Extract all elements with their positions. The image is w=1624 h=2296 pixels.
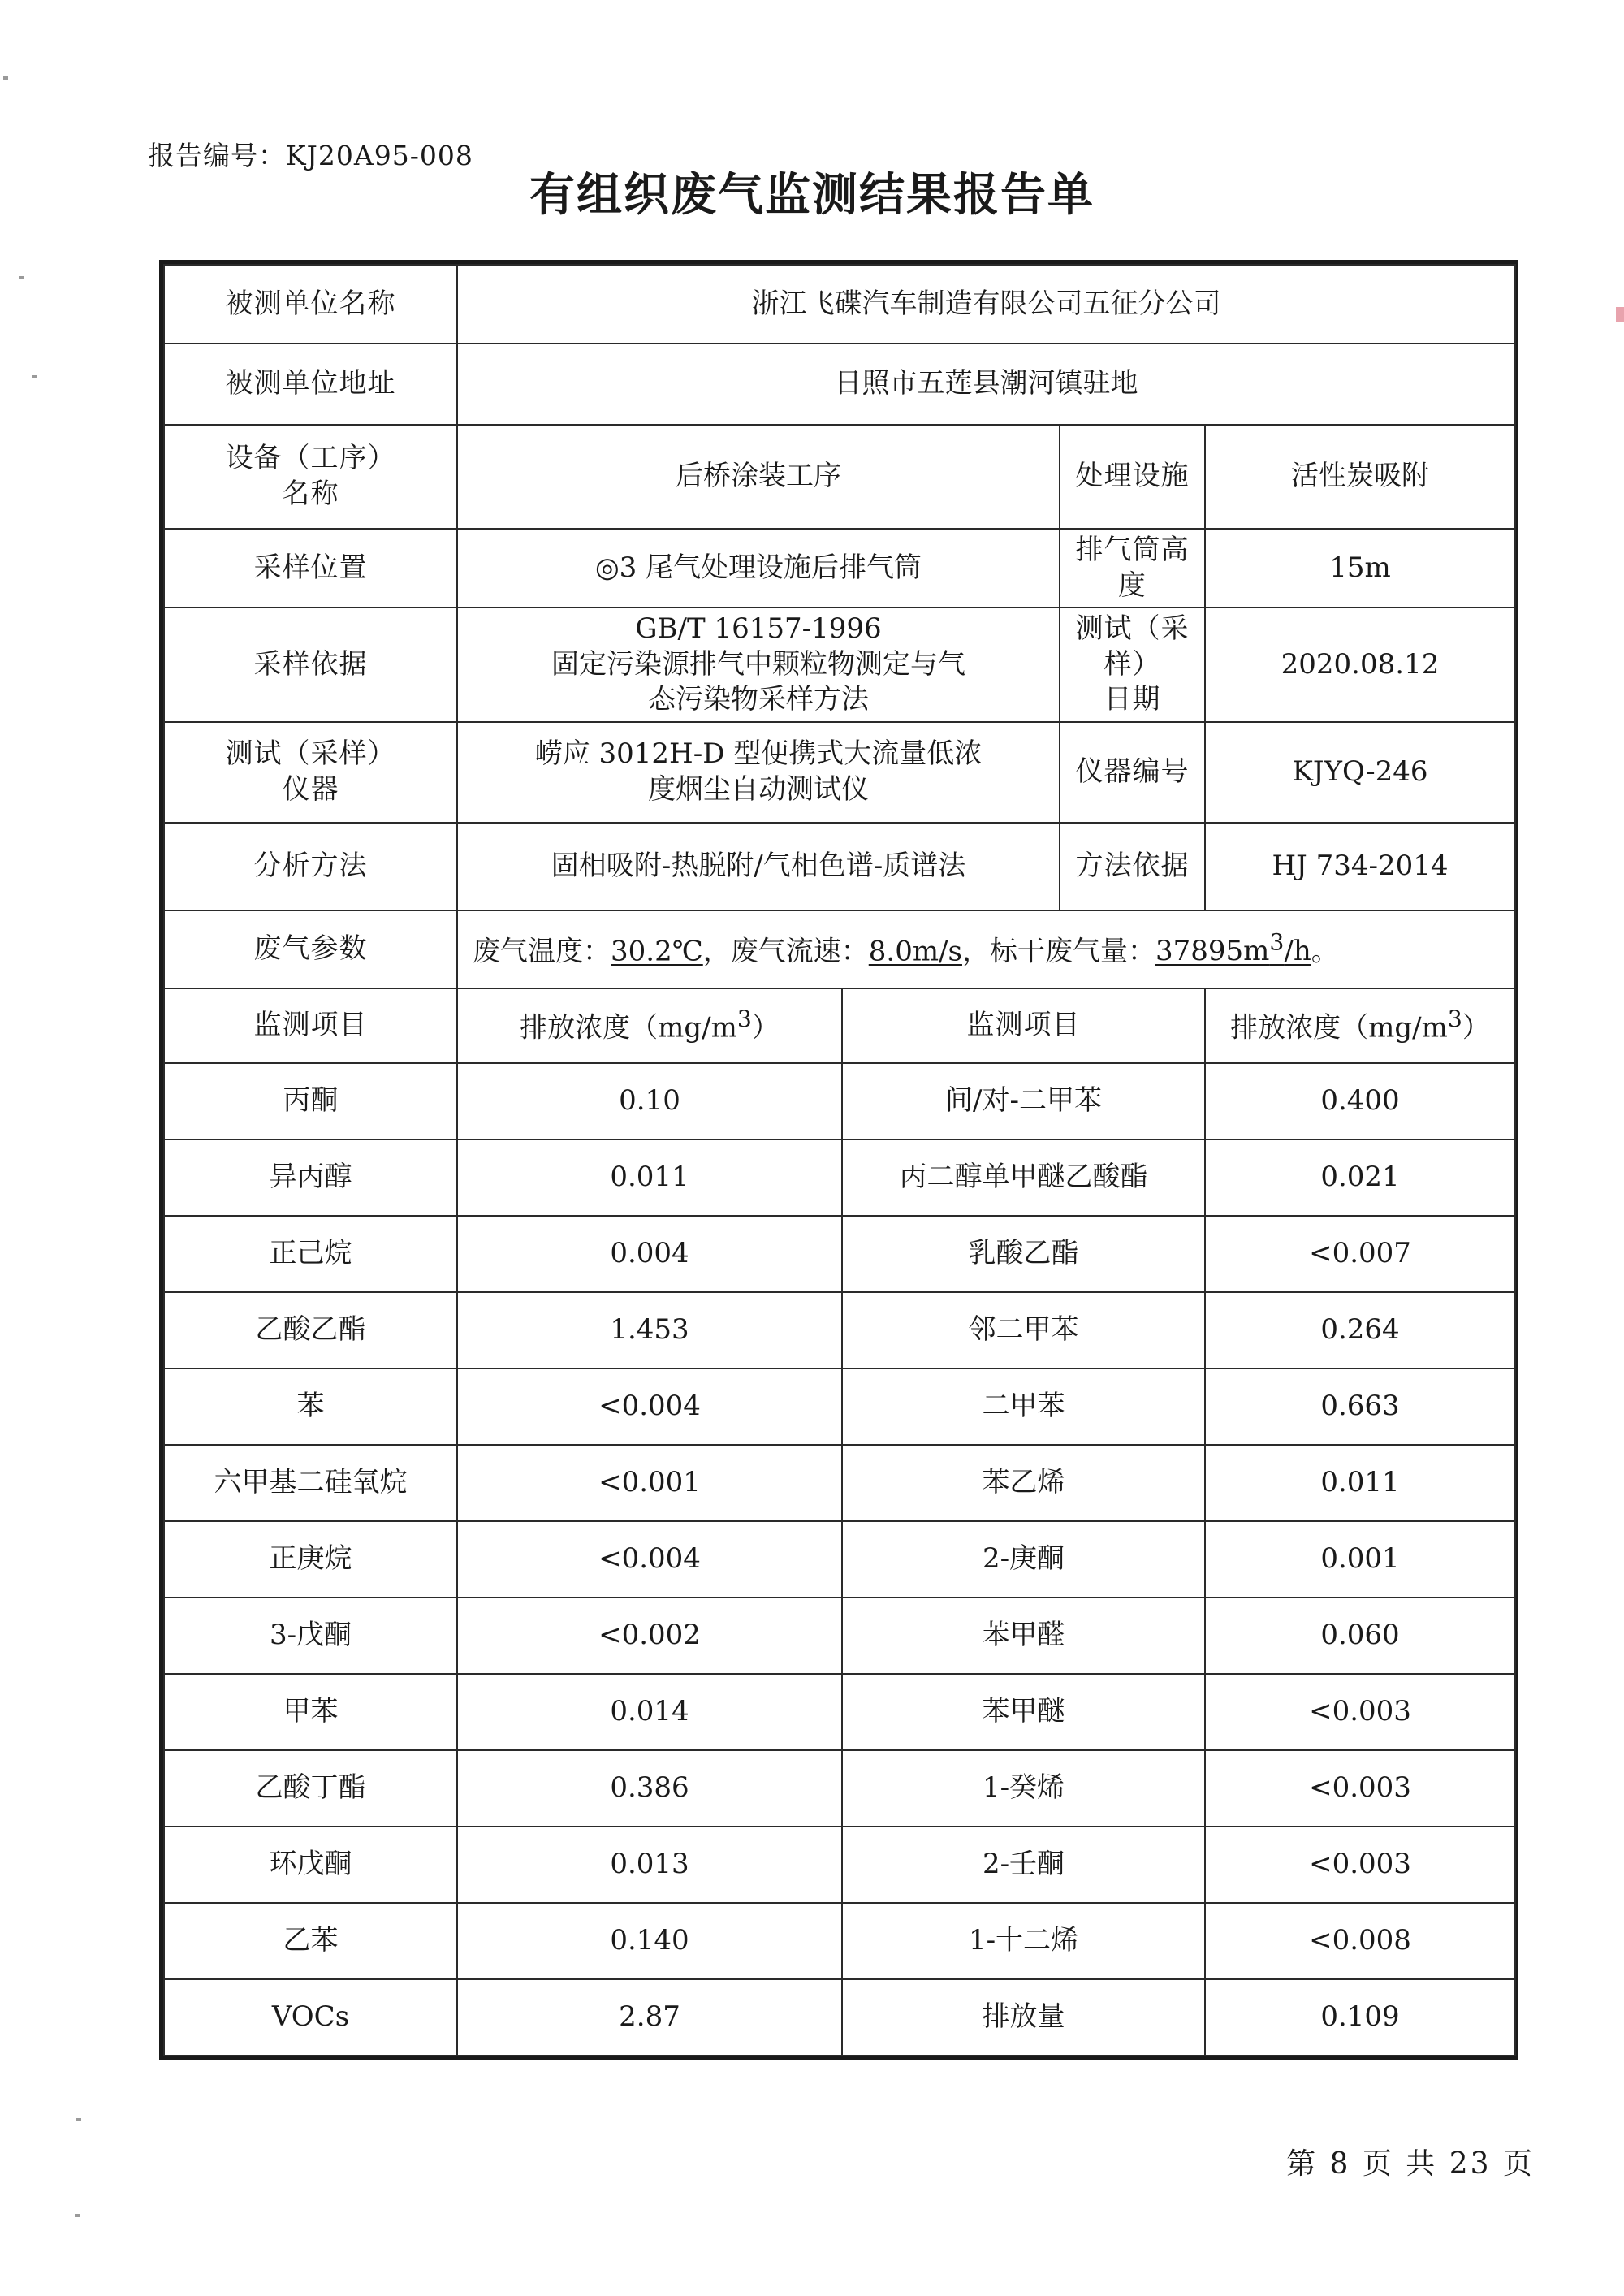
edge-mark xyxy=(1616,307,1624,322)
flow-number: 37895m xyxy=(1155,935,1270,968)
table-row xyxy=(164,1903,1515,1979)
right-item: 苯乙烯 xyxy=(842,1445,1205,1521)
left-item: 乙酸乙酯 xyxy=(164,1292,457,1369)
scan-speck xyxy=(76,2118,81,2121)
report-table xyxy=(163,264,1516,2056)
analysis-method-value: 固相吸附-热脱附/气相色谱-质谱法 xyxy=(457,823,1060,910)
table-row xyxy=(164,1521,1515,1598)
left-value: <0.002 xyxy=(457,1598,842,1674)
left-value: 0.140 xyxy=(457,1903,842,1979)
temp-value: 30.2℃ xyxy=(611,935,703,968)
treatment-label-text: 处理设施 xyxy=(1075,460,1190,493)
conc-header-end-left: ） xyxy=(751,1011,780,1044)
results-header-conc-right xyxy=(1205,988,1515,1063)
row-unit-address xyxy=(164,344,1515,425)
right-value: 0.001 xyxy=(1205,1521,1515,1598)
right-item: 苯甲醚 xyxy=(842,1674,1205,1750)
instrument-label-line1: 测试（采样） xyxy=(225,737,396,771)
table-row xyxy=(164,1674,1515,1750)
flow-unit: /h xyxy=(1284,935,1311,968)
results-header-item-right: 监测项目 xyxy=(842,988,1205,1063)
method-basis-label: 方法依据 xyxy=(1060,823,1205,910)
left-item: VOCs xyxy=(164,1979,457,2056)
stack-height-label: 排气筒高度 xyxy=(1060,529,1205,608)
left-value: 0.10 xyxy=(457,1063,842,1139)
instrument-value-line2: 度烟尘自动测试仪 xyxy=(648,772,869,806)
exhaust-params-label: 废气参数 xyxy=(164,910,457,988)
params-end: 。 xyxy=(1311,935,1339,968)
left-value: <0.004 xyxy=(457,1521,842,1598)
left-value: 0.013 xyxy=(457,1827,842,1903)
equipment-label-line2: 名称 xyxy=(282,478,339,510)
sampling-date-label-line2: 日期 xyxy=(1104,683,1161,716)
right-value: 0.400 xyxy=(1205,1063,1515,1139)
row-sampling-basis xyxy=(164,608,1515,722)
treatment-value: 活性炭吸附 xyxy=(1205,425,1515,529)
table-row xyxy=(164,1598,1515,1674)
sampling-basis-line3: 态污染物采样方法 xyxy=(648,683,869,716)
left-value: 2.87 xyxy=(457,1979,842,2056)
row-equipment xyxy=(164,425,1515,529)
table-row xyxy=(164,1063,1515,1139)
scan-speck xyxy=(3,76,8,80)
sampling-basis-value xyxy=(457,608,1060,722)
conc-header-text-left: 排放浓度（mg/m xyxy=(520,1011,737,1044)
left-value: 0.386 xyxy=(457,1750,842,1827)
table-row xyxy=(164,1139,1515,1216)
exhaust-params-value xyxy=(457,910,1515,988)
right-value: <0.003 xyxy=(1205,1827,1515,1903)
right-item: 间/对-二甲苯 xyxy=(842,1063,1205,1139)
left-item: 乙苯 xyxy=(164,1903,457,1979)
params-sep-2: ， xyxy=(961,935,990,968)
table-row xyxy=(164,1979,1515,2056)
right-item: 丙二醇单甲醚乙酸酯 xyxy=(842,1139,1205,1216)
page-number: 第 8 页 共 23 页 xyxy=(1286,2147,1535,2181)
right-value: 0.021 xyxy=(1205,1139,1515,1216)
instrument-value-line1: 崂应 3012H-D 型便携式大流量低浓 xyxy=(534,737,983,771)
right-value: <0.007 xyxy=(1205,1216,1515,1292)
page-title: 有组织废气监测结果报告单 xyxy=(529,169,1095,222)
right-item: 排放量 xyxy=(842,1979,1205,2056)
sampling-basis-line1: GB/T 16157-1996 xyxy=(635,612,882,646)
results-header-conc-left xyxy=(457,988,842,1063)
method-basis-value: HJ 734-2014 xyxy=(1205,823,1515,910)
instrument-label xyxy=(164,722,457,823)
right-item: 2-庚酮 xyxy=(842,1521,1205,1598)
right-value: 0.264 xyxy=(1205,1292,1515,1369)
row-analysis-method xyxy=(164,823,1515,910)
left-value: 1.453 xyxy=(457,1292,842,1369)
report-number-label: 报告编号： xyxy=(148,140,286,171)
equipment-label xyxy=(164,425,457,529)
right-item: 1-癸烯 xyxy=(842,1750,1205,1827)
left-item: 六甲基二硅氧烷 xyxy=(164,1445,457,1521)
velocity-value: 8.0m/s xyxy=(868,935,962,968)
left-item: 乙酸丁酯 xyxy=(164,1750,457,1827)
report-number-value: KJ20A95-008 xyxy=(286,140,473,171)
left-value: 0.014 xyxy=(457,1674,842,1750)
equipment-label-line1: 设备（工序） xyxy=(225,442,396,475)
row-instrument xyxy=(164,722,1515,823)
unit-address-value: 日照市五莲县潮河镇驻地 xyxy=(457,344,1515,425)
unit-name-label: 被测单位名称 xyxy=(164,265,457,344)
temp-label: 废气温度： xyxy=(473,935,611,968)
right-value: <0.003 xyxy=(1205,1750,1515,1827)
treatment-label xyxy=(1060,425,1205,529)
sampling-position-value: ◎3 尾气处理设施后排气筒 xyxy=(457,529,1060,608)
right-item: 苯甲醛 xyxy=(842,1598,1205,1674)
left-value: <0.001 xyxy=(457,1445,842,1521)
right-item: 2-壬酮 xyxy=(842,1827,1205,1903)
flow-superscript: 3 xyxy=(1269,929,1285,957)
table-row xyxy=(164,1292,1515,1369)
report-table-frame xyxy=(159,260,1518,2060)
instrument-value xyxy=(457,722,1060,823)
sampling-date-value: 2020.08.12 xyxy=(1205,608,1515,722)
table-row xyxy=(164,1216,1515,1292)
instrument-number-value: KJYQ-246 xyxy=(1205,722,1515,823)
right-value: <0.003 xyxy=(1205,1674,1515,1750)
velocity-label: 废气流速： xyxy=(730,935,869,968)
sampling-date-label-line1: 测试（采样） xyxy=(1075,612,1190,681)
left-item: 3-戊酮 xyxy=(164,1598,457,1674)
scan-speck xyxy=(32,375,37,378)
results-header-row xyxy=(164,988,1515,1063)
params-sep-1: ， xyxy=(702,935,731,968)
equipment-value: 后桥涂装工序 xyxy=(457,425,1060,529)
analysis-method-label: 分析方法 xyxy=(164,823,457,910)
conc-header-text-right: 排放浓度（mg/m xyxy=(1230,1011,1448,1044)
stack-height-value: 15m xyxy=(1205,529,1515,608)
row-sampling-position xyxy=(164,529,1515,608)
left-item: 正庚烷 xyxy=(164,1521,457,1598)
unit-name-value: 浙江飞碟汽车制造有限公司五征分公司 xyxy=(457,265,1515,344)
table-row xyxy=(164,1445,1515,1521)
right-value: 0.060 xyxy=(1205,1598,1515,1674)
left-value: 0.011 xyxy=(457,1139,842,1216)
right-value: 0.011 xyxy=(1205,1445,1515,1521)
table-row xyxy=(164,1369,1515,1445)
row-unit-name xyxy=(164,265,1515,344)
row-exhaust-params xyxy=(164,910,1515,988)
flow-label: 标干废气量： xyxy=(989,935,1155,968)
table-row xyxy=(164,1750,1515,1827)
conc-header-end-right: ） xyxy=(1462,1011,1490,1044)
left-item: 环戊酮 xyxy=(164,1827,457,1903)
left-item: 甲苯 xyxy=(164,1674,457,1750)
scan-speck xyxy=(19,276,24,279)
left-item: 苯 xyxy=(164,1369,457,1445)
instrument-label-line2: 仪器 xyxy=(282,772,339,806)
flow-value xyxy=(1155,929,1311,968)
sampling-basis-label: 采样依据 xyxy=(164,608,457,722)
left-item: 正己烷 xyxy=(164,1216,457,1292)
right-value: <0.008 xyxy=(1205,1903,1515,1979)
conc-header-sup-right: 3 xyxy=(1447,1005,1462,1033)
left-item: 丙酮 xyxy=(164,1063,457,1139)
right-value: 0.109 xyxy=(1205,1979,1515,2056)
sampling-basis-line2: 固定污染源排气中颗粒物测定与气 xyxy=(551,647,965,681)
scan-speck xyxy=(75,2214,80,2217)
right-value: 0.663 xyxy=(1205,1369,1515,1445)
results-header-item-left: 监测项目 xyxy=(164,988,457,1063)
left-item: 异丙醇 xyxy=(164,1139,457,1216)
sampling-position-label: 采样位置 xyxy=(164,529,457,608)
unit-address-label: 被测单位地址 xyxy=(164,344,457,425)
instrument-number-label: 仪器编号 xyxy=(1060,722,1205,823)
table-row xyxy=(164,1827,1515,1903)
right-item: 1-十二烯 xyxy=(842,1903,1205,1979)
conc-header-sup-left: 3 xyxy=(736,1005,752,1033)
right-item: 乳酸乙酯 xyxy=(842,1216,1205,1292)
left-value: <0.004 xyxy=(457,1369,842,1445)
sampling-date-label xyxy=(1060,608,1205,722)
right-item: 邻二甲苯 xyxy=(842,1292,1205,1369)
right-item: 二甲苯 xyxy=(842,1369,1205,1445)
left-value: 0.004 xyxy=(457,1216,842,1292)
